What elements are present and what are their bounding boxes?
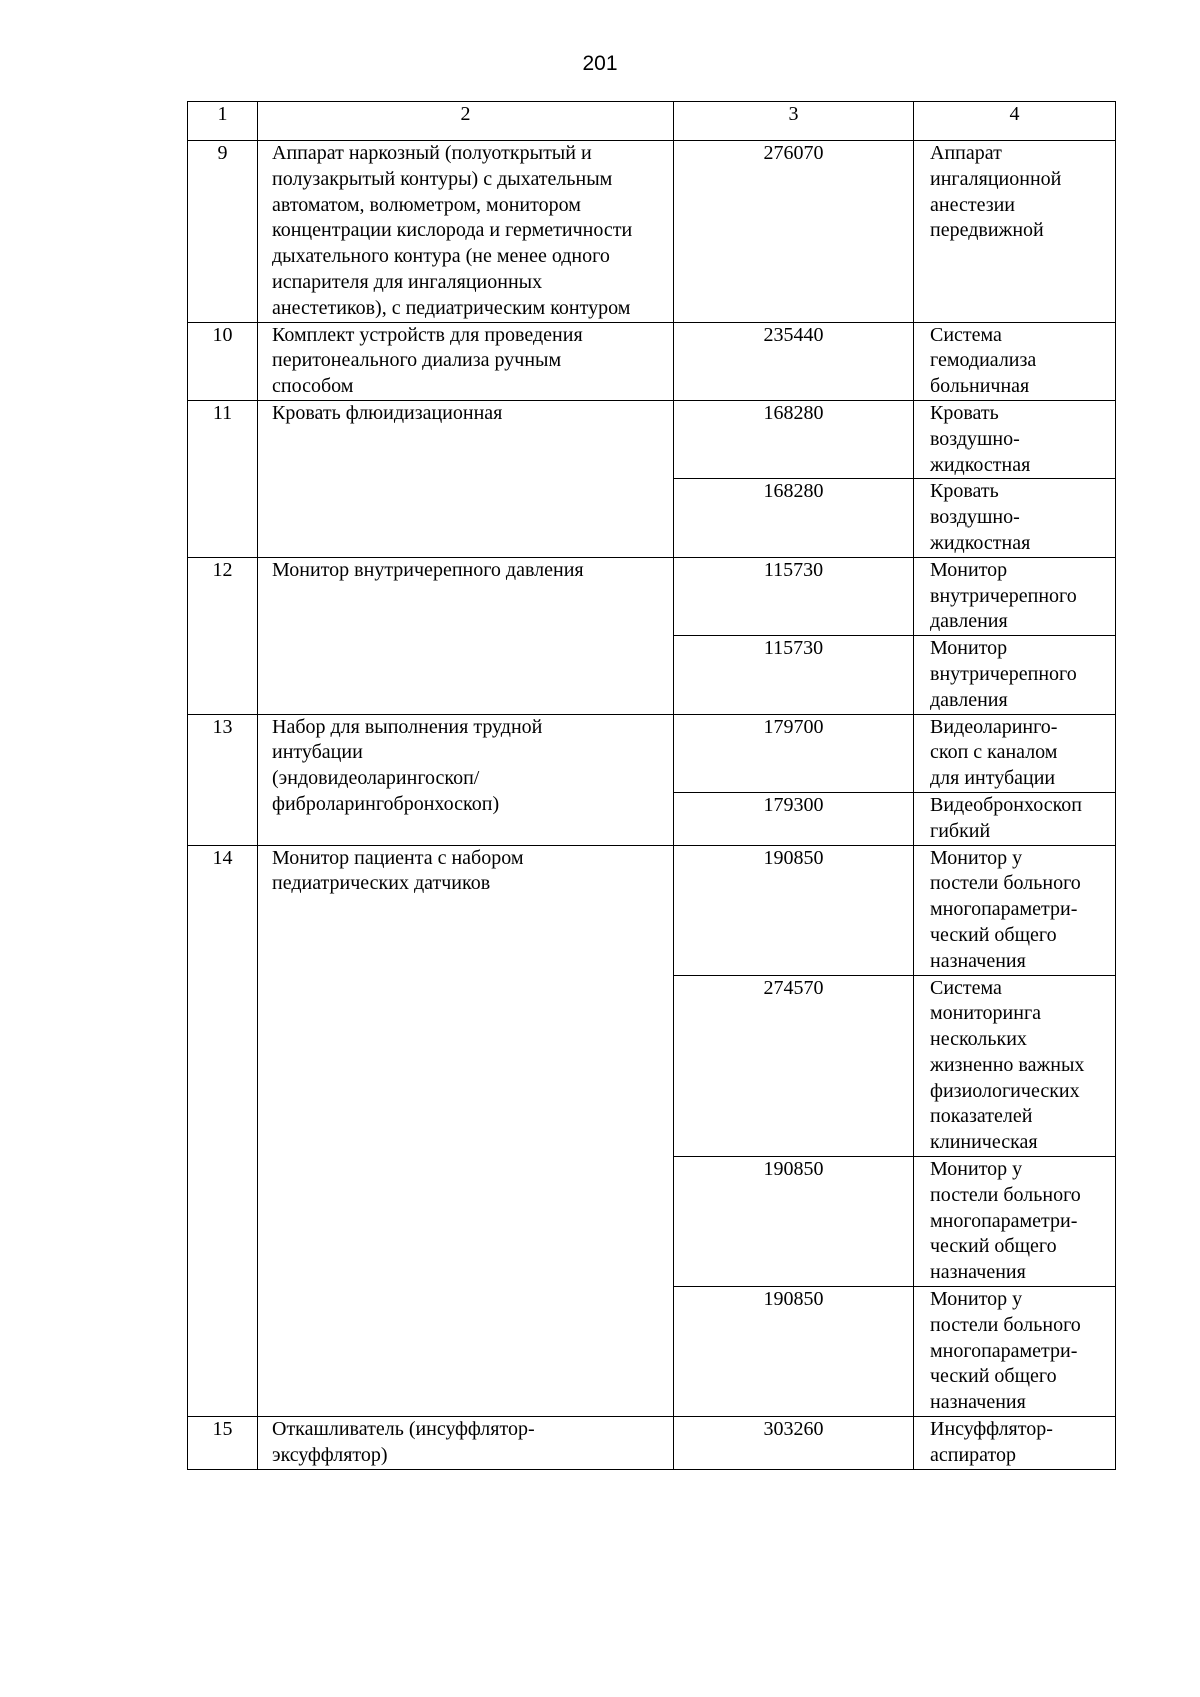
device-type: Аппарат ингаляционной анестезии передвижной bbox=[930, 142, 1062, 242]
device-code: 274570 bbox=[674, 975, 914, 1157]
device-type-cell bbox=[914, 792, 1116, 845]
device-code: 115730 bbox=[674, 557, 914, 635]
device-type: Система гемодиализа больничная bbox=[930, 323, 1037, 398]
device-type-cell bbox=[914, 400, 1116, 478]
device-type: Кровать воздушно- жидкостная bbox=[930, 401, 1031, 476]
device-type-cell bbox=[914, 975, 1116, 1157]
equipment-name: Набор для выполнения трудной интубации (эндовидеоларингоскоп/ фиброларингобронхоскоп) bbox=[272, 715, 543, 815]
device-code: 179700 bbox=[674, 714, 914, 792]
device-type: Видеобронхоскоп гибкий bbox=[930, 793, 1082, 842]
device-type: Монитор у постели больного многопараметри- ческий общего назначения bbox=[930, 846, 1081, 972]
device-type: Монитор у постели больного многопараметри- ческий общего назначения bbox=[930, 1288, 1081, 1414]
device-code: 303260 bbox=[674, 1417, 914, 1470]
equipment-name: Аппарат наркозный (полуоткрытый и полузакрытый контуры) с дыхательным автоматом, волюметром, монитором концентрации кислорода и герметичности дыхательного контура (не менее одного испарителя для ингаляционных анестетиков), с педиатрическим контуром bbox=[272, 142, 633, 319]
table-row bbox=[188, 557, 1116, 635]
row-number: 10 bbox=[188, 322, 258, 400]
column-header-1: 1 bbox=[188, 102, 258, 141]
device-type: Система мониторинга нескольких жизненно важных физиологических показателей клиническая bbox=[930, 976, 1085, 1154]
table-header-row bbox=[188, 102, 1116, 141]
device-code: 179300 bbox=[674, 792, 914, 845]
device-code: 190850 bbox=[674, 845, 914, 975]
equipment-name: Монитор пациента с набором педиатрических датчиков bbox=[272, 846, 524, 895]
table-row bbox=[188, 845, 1116, 975]
equipment-name: Откашливатель (инсуффлятор- эксуффлятор) bbox=[272, 1418, 535, 1466]
device-code: 168280 bbox=[674, 479, 914, 557]
equipment-name-cell bbox=[258, 714, 674, 845]
column-header-4: 4 bbox=[914, 102, 1116, 141]
device-type: Монитор внутричерепного давления bbox=[930, 637, 1077, 711]
row-number: 15 bbox=[188, 1417, 258, 1470]
device-type-cell bbox=[914, 636, 1116, 714]
device-type-cell bbox=[914, 1287, 1116, 1417]
device-type: Монитор внутричерепного давления bbox=[930, 558, 1077, 633]
equipment-name-cell bbox=[258, 400, 674, 557]
row-number: 12 bbox=[188, 557, 258, 714]
table-row bbox=[188, 400, 1116, 478]
page-number: 201 bbox=[582, 52, 618, 75]
device-type-cell bbox=[914, 557, 1116, 635]
table-row bbox=[188, 1417, 1116, 1470]
row-number: 11 bbox=[188, 400, 258, 557]
device-type-cell bbox=[914, 1157, 1116, 1287]
equipment-name-cell bbox=[258, 141, 674, 323]
device-type-cell bbox=[914, 1417, 1116, 1470]
table-row bbox=[188, 714, 1116, 792]
device-code: 276070 bbox=[674, 141, 914, 323]
device-type-cell bbox=[914, 141, 1116, 323]
equipment-name-cell bbox=[258, 557, 674, 714]
equipment-name: Монитор внутричерепного давления bbox=[272, 558, 584, 581]
device-type-cell bbox=[914, 322, 1116, 400]
device-code: 190850 bbox=[674, 1157, 914, 1287]
table-row bbox=[188, 322, 1116, 400]
device-type: Кровать воздушно- жидкостная bbox=[930, 480, 1031, 554]
equipment-name-cell bbox=[258, 1417, 674, 1470]
equipment-table bbox=[187, 101, 1116, 1470]
device-type-cell bbox=[914, 714, 1116, 792]
column-header-2: 2 bbox=[258, 102, 674, 141]
device-code: 235440 bbox=[674, 322, 914, 400]
device-type: Инсуффлятор- аспиратор bbox=[930, 1418, 1053, 1466]
device-type: Монитор у постели больного многопараметри- ческий общего назначения bbox=[930, 1158, 1081, 1284]
device-code: 190850 bbox=[674, 1287, 914, 1417]
equipment-name-cell bbox=[258, 845, 674, 1417]
device-type-cell bbox=[914, 845, 1116, 975]
device-code: 168280 bbox=[674, 400, 914, 478]
equipment-name: Кровать флюидизационная bbox=[272, 401, 503, 424]
row-number: 9 bbox=[188, 141, 258, 323]
equipment-name-cell bbox=[258, 322, 674, 400]
column-header-3: 3 bbox=[674, 102, 914, 141]
row-number: 13 bbox=[188, 714, 258, 845]
device-code: 115730 bbox=[674, 636, 914, 714]
device-type: Видеоларинго- скоп с каналом для интубации bbox=[930, 715, 1058, 790]
table-row bbox=[188, 141, 1116, 323]
equipment-name: Комплект устройств для проведения перитонеального диализа ручным способом bbox=[272, 323, 583, 398]
device-type-cell bbox=[914, 479, 1116, 557]
row-number: 14 bbox=[188, 845, 258, 1417]
